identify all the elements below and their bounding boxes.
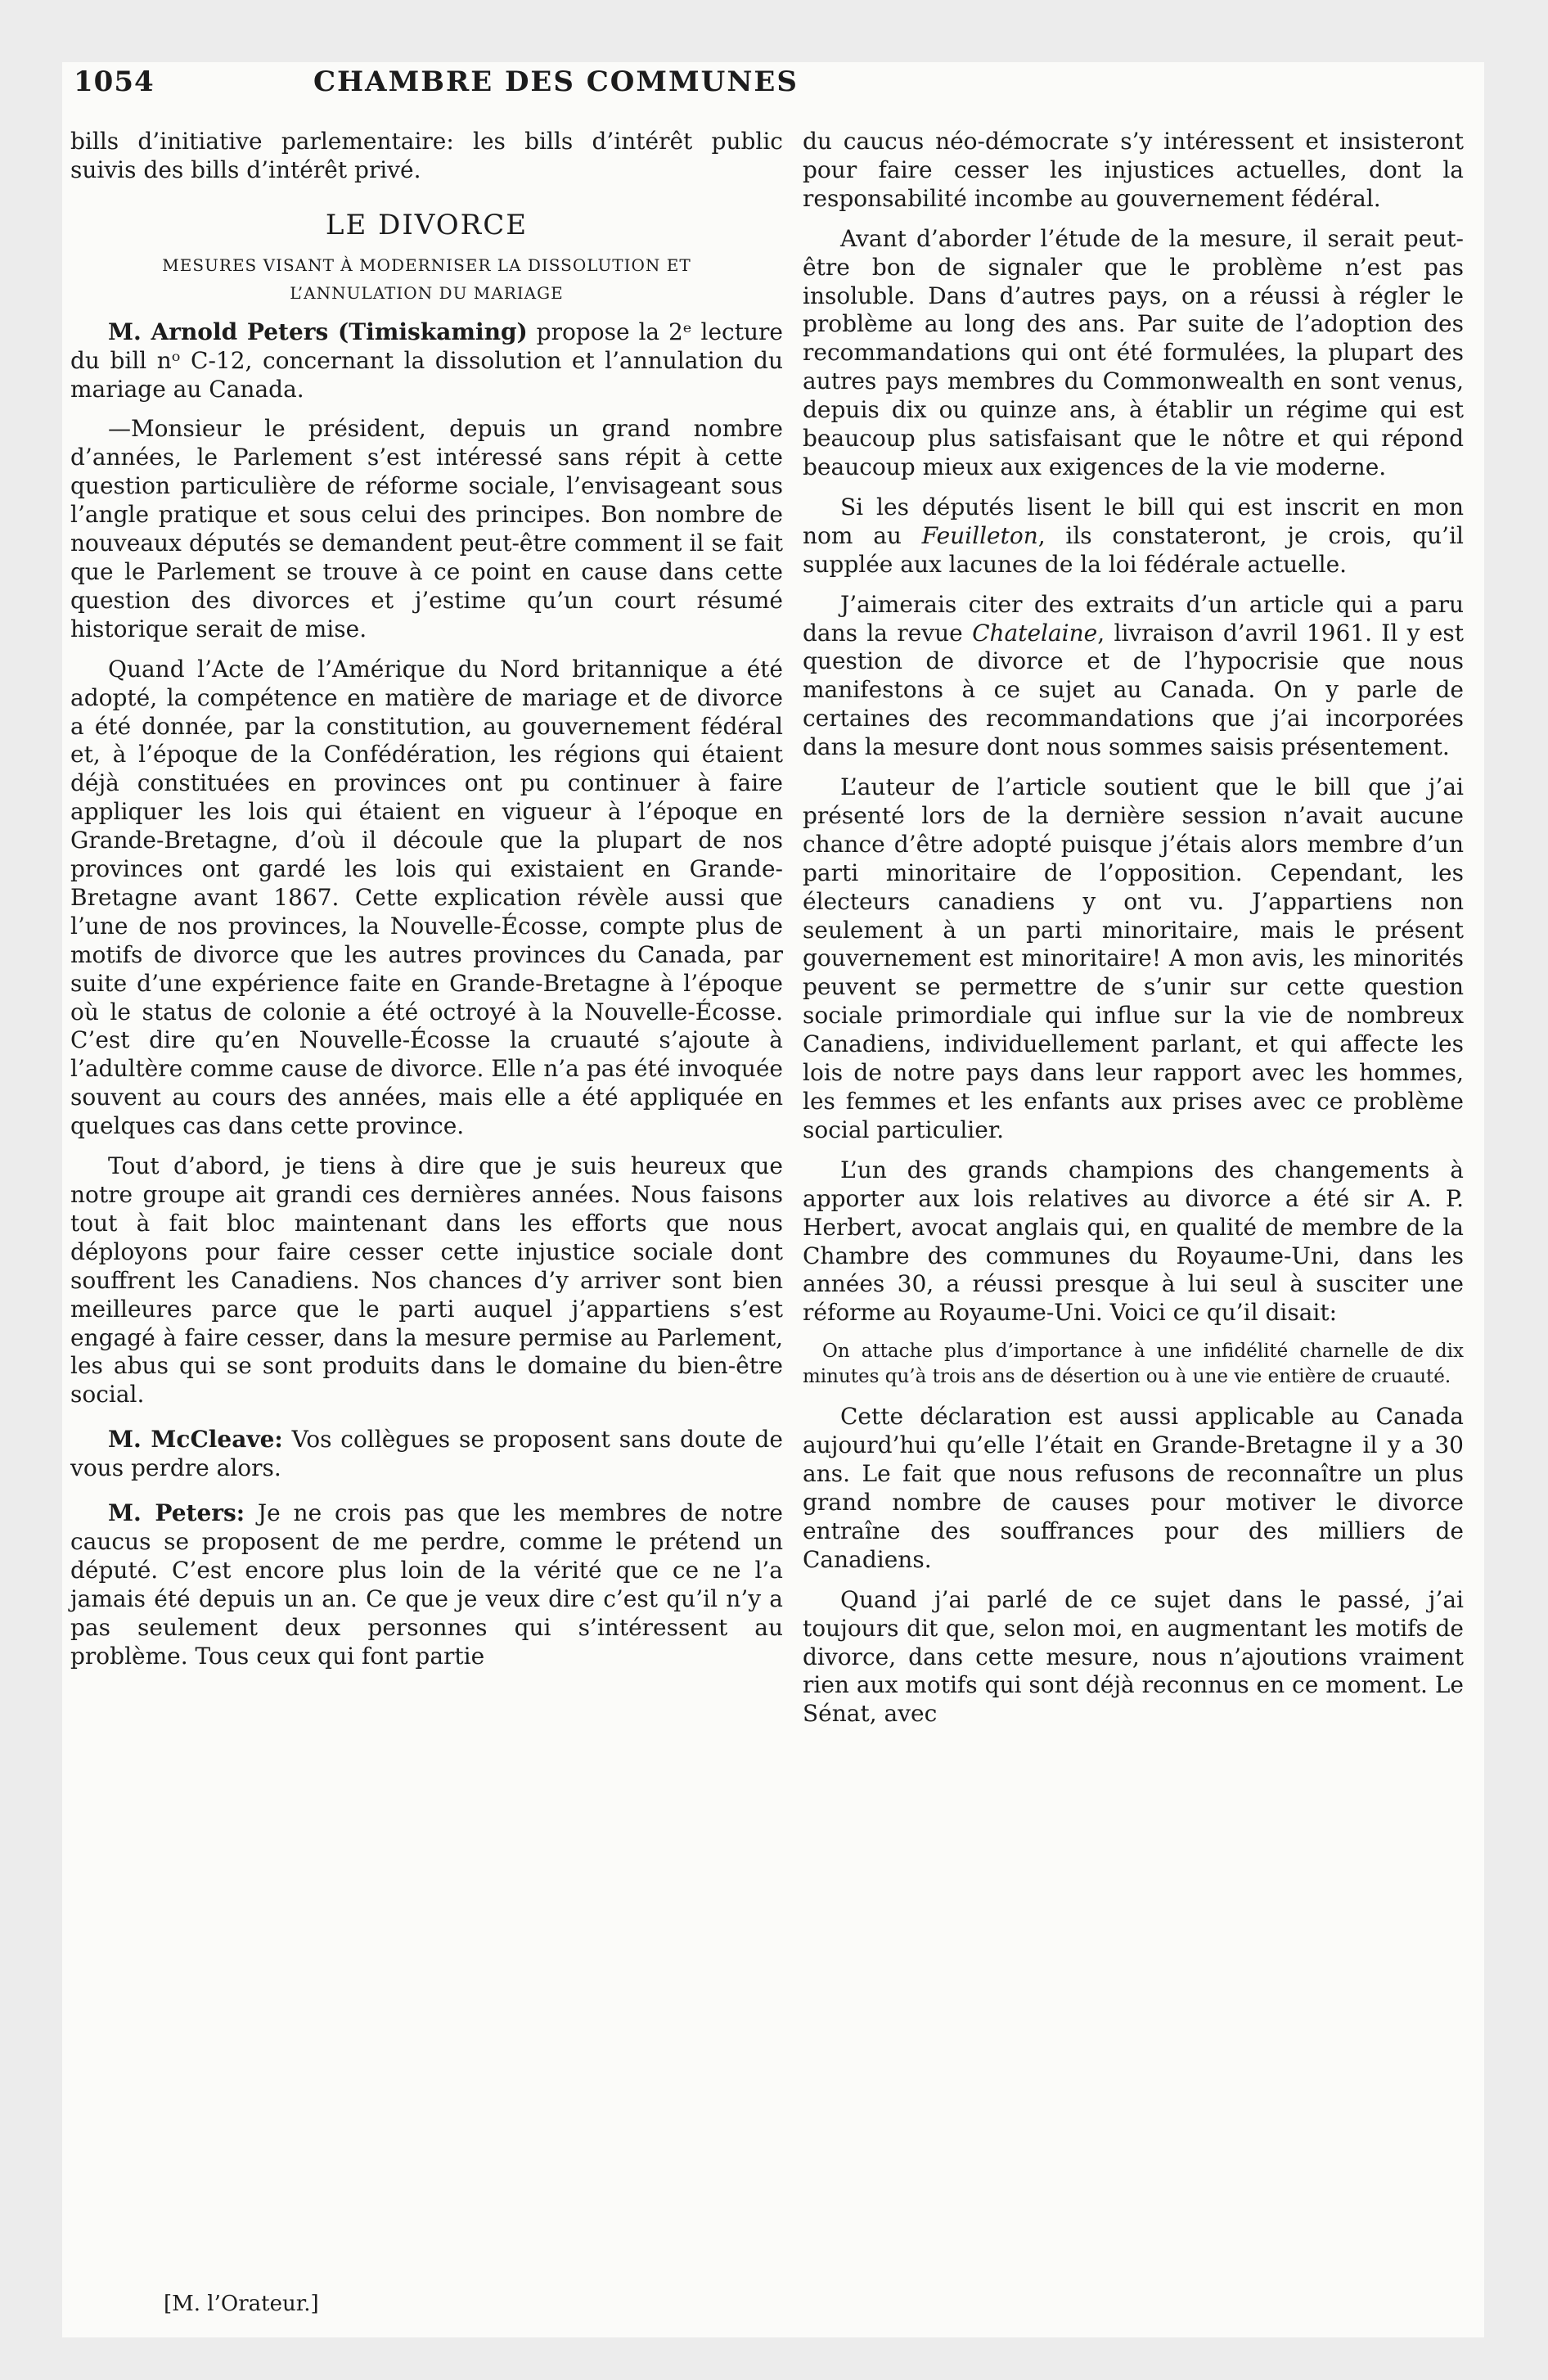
speaker-name: M. McCleave: bbox=[108, 1426, 283, 1454]
paragraph bbox=[803, 591, 1464, 762]
right-column bbox=[803, 128, 1464, 1740]
page-header bbox=[74, 65, 1006, 106]
paragraph bbox=[803, 494, 1464, 579]
text-run: , ils constateront, je crois, qu’il supplée aux lacunes de la loi fédérale actuelle. bbox=[803, 521, 1464, 578]
section-subtitle: MESURES VISANT À MODERNISER LA DISSOLUTION ET L’ANNULATION DU MARIAGE bbox=[162, 255, 691, 303]
speaker-name: M. Arnold Peters (Timiskaming) bbox=[108, 318, 528, 345]
speech-text: Vos collègues se proposent sans doute de vous perdre alors. bbox=[70, 1426, 783, 1482]
journal-title: CHAMBRE DES COMMUNES bbox=[313, 65, 799, 98]
block-quote: On attache plus d’importance à une infidélité charnelle de dix minutes qu’à trois ans de désertion ou à une vie entière de cruauté. bbox=[803, 1341, 1464, 1388]
paragraph bbox=[70, 1426, 783, 1483]
paragraph: bills d’initiative parlementaire: les bills d’intérêt public suivis des bills d’intérêt privé. bbox=[70, 128, 783, 183]
speech-text: Je ne crois pas que les membres de notre caucus se proposent de me perdre, comme le prétend un député. C’est encore plus loin de la vérité que ce ne l’a jamais été depuis un an. Ce que je veux dire c’est qu’il n’y a pas seulement deux personnes qui s’intéressent au problème. Tous ceux qui font partie bbox=[70, 1499, 783, 1670]
text-run: J’aimerais citer des extraits d’un article qui a paru dans la revue bbox=[803, 590, 1464, 647]
italic-title: Chatelaine bbox=[972, 619, 1098, 647]
paragraph: Quand j’ai parlé de ce sujet dans le passé, j’ai toujours dit que, selon moi, en augmentant les motifs de divorce, dans cette mesure, nous n’ajoutions vraiment rien aux motifs qui sont déjà reconnus en ce moment. Le Sénat, avec bbox=[803, 1585, 1464, 1728]
paragraph: du caucus néo-démocrate s’y intéressent et insisteront pour faire cesser les injustices actuelles, dont la responsabilité incombe au gouvernement fédéral. bbox=[803, 128, 1464, 212]
speech-text: propose la 2ᵉ lecture du bill nᵒ C-12, concernant la dissolution et l’annulation du mariage au Canada. bbox=[70, 318, 783, 403]
paragraph: Quand l’Acte de l’Amérique du Nord britannique a été adopté, la compétence en matière de mariage et de divorce a été donnée, par la constitution, au gouvernement fédéral et, à l’époque de la Confédération, les régions qui étaient déjà constituées en provinces ont pu continuer à faire appliquer les lois qui étaient en vigueur à l’époque en Grande-Bretagne, d’où il découle que la plupart de nos provinces ont gardé les lois qui existaient en Grande-Bretagne avant 1867. Cette explication révèle aussi que l’une de nos provinces, la Nouvelle-Écosse, compte plus de motifs de divorce que les autres provinces du Canada, par suite d’une expérience faite en Grande-Bretagne à l’époque où le status de colonie a été octroyé à la Nouvelle-Écosse. C’est dire qu’en Nouvelle-Écosse la cruauté s’ajoute à l’adultère comme cause de divorce. Elle n’a pas été invoquée souvent au cours des années, mais elle a été appliquée en quelques cas dans cette province. bbox=[70, 655, 783, 1140]
paragraph: Tout d’abord, je tiens à dire que je suis heureux que notre groupe ait grandi ces dernières années. Nous faisons tout à fait bloc maintenant dans les efforts que nous déployons pour faire cesser cette injustice sociale dont souffrent les Canadiens. Nos chances d’y arriver sont bien meilleures parce que le parti auquel j’appartiens s’est engagé à faire cesser, dans la mesure permise au Parlement, les abus qui se sont produits dans le domaine du bien-être social. bbox=[70, 1152, 783, 1409]
paragraph: L’un des grands champions des changements à apporter aux lois relatives au divorce a été sir A. P. Herbert, avocat anglais qui, en qualité de membre de la Chambre des communes du Royaume-Uni, dans les années 30, a réussi presque à lui seul à susciter une réforme au Royaume-Uni. Voici ce qu’il disait: bbox=[803, 1156, 1464, 1327]
page-footer: [M. l’Orateur.] bbox=[164, 2292, 319, 2316]
section-title: LE DIVORCE bbox=[325, 208, 529, 241]
page-number: 1054 bbox=[74, 65, 155, 98]
paragraph bbox=[70, 318, 783, 404]
text-run: Si les députés lisent le bill qui est inscrit en mon nom au bbox=[803, 493, 1464, 549]
speaker-name: M. Peters: bbox=[108, 1499, 245, 1527]
left-column bbox=[70, 128, 783, 1683]
paragraph: Avant d’aborder l’étude de la mesure, il serait peut-être bon de signaler que le problème n’est pas insoluble. Dans d’autres pays, on a réussi à régler le problème au long des ans. Par suite de l’adoption des recommandations qui ont été formulées, la plupart des autres pays membres du Commonwealth en sont venus, depuis dix ou quinze ans, à établir un régime qui est beaucoup plus satisfaisant que le nôtre et qui répond beaucoup mieux aux exigences de la vie moderne. bbox=[803, 224, 1464, 480]
text-run: , livraison d’avril 1961. Il y est question de divorce et de l’hypocrisie que nous manifestons à ce sujet au Canada. On y parle de certaines des recommandations que j’ai incorporées dans la mesure dont nous sommes saisis présentement. bbox=[803, 619, 1465, 761]
paragraph bbox=[70, 1499, 783, 1670]
paragraph: Cette déclaration est aussi applicable au Canada aujourd’hui qu’elle l’était en Grande-Bretagne il y a 30 ans. Le fait que nous refusons de reconnaître un plus grand nombre de causes pour motiver le divorce entraîne des souffrances pour des milliers de Canadiens. bbox=[803, 1403, 1464, 1573]
paragraph: L’auteur de l’article soutient que le bill que j’ai présenté lors de la dernière session n’avait aucune chance d’être adopté puisque j’étais alors membre d’un parti minoritaire de l’opposition. Cependant, les électeurs canadiens y ont vu. J’appartiens non seulement à un parti minoritaire, mais le présent gouvernement est minoritaire! A mon avis, les minorités peuvent se permettre de s’unir sur cette question sociale primordiale qui influe sur la vie de nombreux Canadiens, individuellement parlant, et qui affecte les lois de notre pays dans leur rapport avec les hommes, les femmes et les enfants aux prises avec ce problème social particulier. bbox=[803, 773, 1464, 1143]
italic-title: Feuilleton bbox=[921, 521, 1038, 549]
paragraph: —Monsieur le président, depuis un grand nombre d’années, le Parlement s’est intéressé sans répit à cette question particulière de réforme sociale, l’envisageant sous l’angle pratique et sous celui des principes. Bon nombre de nouveaux députés se demandent peut-être comment il se fait que le Parlement se trouve à ce point en cause dans cette question des divorces et j’estime qu’un court résumé historique serait de mise. bbox=[70, 415, 783, 642]
